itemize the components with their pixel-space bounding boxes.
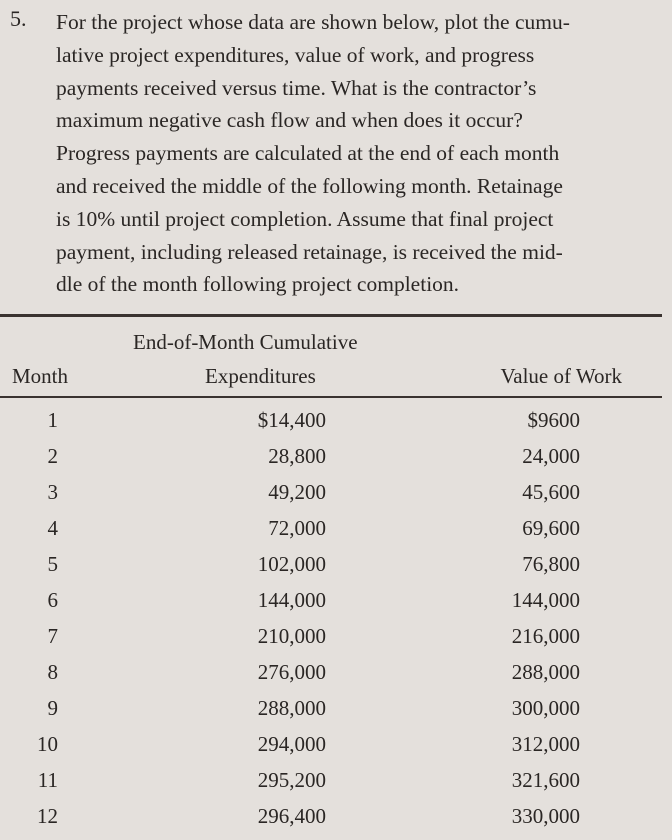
cell-expenditures: 144,000 xyxy=(257,588,326,612)
cell-value-of-work: 216,000 xyxy=(511,624,580,648)
cell-month: 5 xyxy=(47,552,58,576)
cell-month: 11 xyxy=(37,768,58,792)
cell-month: 4 xyxy=(47,516,58,540)
problem-line: is 10% until project completion. Assume that final project xyxy=(56,206,554,231)
cell-expenditures: 276,000 xyxy=(257,660,326,684)
cell-expenditures: 294,000 xyxy=(257,732,326,756)
cell-month: 1 xyxy=(47,408,58,432)
problem-number: 5. xyxy=(10,6,27,31)
table-row xyxy=(0,480,672,516)
cell-month: 6 xyxy=(47,588,58,612)
cell-value-of-work: 76,800 xyxy=(522,552,580,576)
cell-value-of-work: 144,000 xyxy=(511,588,580,612)
table-row xyxy=(0,444,672,480)
problem-line: For the project whose data are shown below, plot the cumu- xyxy=(56,10,570,34)
table-row xyxy=(0,516,672,552)
table-row xyxy=(0,552,672,588)
cell-value-of-work: $9600 xyxy=(527,408,580,432)
cell-month: 3 xyxy=(47,480,58,504)
column-header-expenditures: Expenditures xyxy=(205,364,316,388)
problem-line: payments received versus time. What is the contractor’s xyxy=(56,75,537,100)
table-row xyxy=(0,624,672,660)
problem-line: dle of the month following project completion. xyxy=(56,272,460,297)
cell-expenditures: 210,000 xyxy=(257,624,326,648)
table-row xyxy=(0,588,672,624)
cell-expenditures: 49,200 xyxy=(268,480,326,504)
cell-expenditures: 296,400 xyxy=(257,804,326,828)
problem-line: payment, including released retainage, is received the mid- xyxy=(56,239,563,264)
cell-value-of-work: 330,000 xyxy=(511,804,580,828)
problem-line: maximum negative cash flow and when does it occur? xyxy=(56,108,523,133)
cell-month: 12 xyxy=(37,804,58,828)
problem-line: Progress payments are calculated at the end of each month xyxy=(56,141,560,166)
cell-expenditures: 288,000 xyxy=(257,696,326,720)
table-row xyxy=(0,660,672,696)
table-header-rule xyxy=(0,396,662,398)
problem-line: and received the middle of the following month. Retainage xyxy=(56,173,563,198)
column-header-value-of-work: Value of Work xyxy=(500,364,622,388)
cell-expenditures: 102,000 xyxy=(257,552,326,576)
cell-expenditures: 72,000 xyxy=(268,516,326,540)
cell-value-of-work: 45,600 xyxy=(522,480,580,504)
problem-line: lative project expenditures, value of work, and progress xyxy=(56,42,535,67)
cell-month: 7 xyxy=(47,624,58,648)
table-row xyxy=(0,768,672,804)
column-header-month: Month xyxy=(12,364,69,388)
cell-month: 8 xyxy=(47,660,58,684)
cell-value-of-work: 321,600 xyxy=(511,768,580,792)
cell-value-of-work: 69,600 xyxy=(522,516,580,540)
cell-month: 9 xyxy=(47,696,58,720)
cell-expenditures: 295,200 xyxy=(257,768,326,792)
cell-expenditures: $14,400 xyxy=(257,408,326,432)
table-row xyxy=(0,408,672,444)
header-group-label: End-of-Month Cumulative xyxy=(133,330,358,354)
table-row xyxy=(0,732,672,768)
cell-expenditures: 28,800 xyxy=(268,444,326,468)
cell-value-of-work: 300,000 xyxy=(511,696,580,720)
cell-value-of-work: 288,000 xyxy=(511,660,580,684)
table-row xyxy=(0,696,672,732)
cell-month: 2 xyxy=(47,444,58,468)
table-row xyxy=(0,804,672,840)
problem-statement xyxy=(56,6,656,301)
cell-value-of-work: 312,000 xyxy=(511,732,580,756)
table-top-rule xyxy=(0,314,662,317)
cell-value-of-work: 24,000 xyxy=(522,444,580,468)
cell-month: 10 xyxy=(37,732,58,756)
